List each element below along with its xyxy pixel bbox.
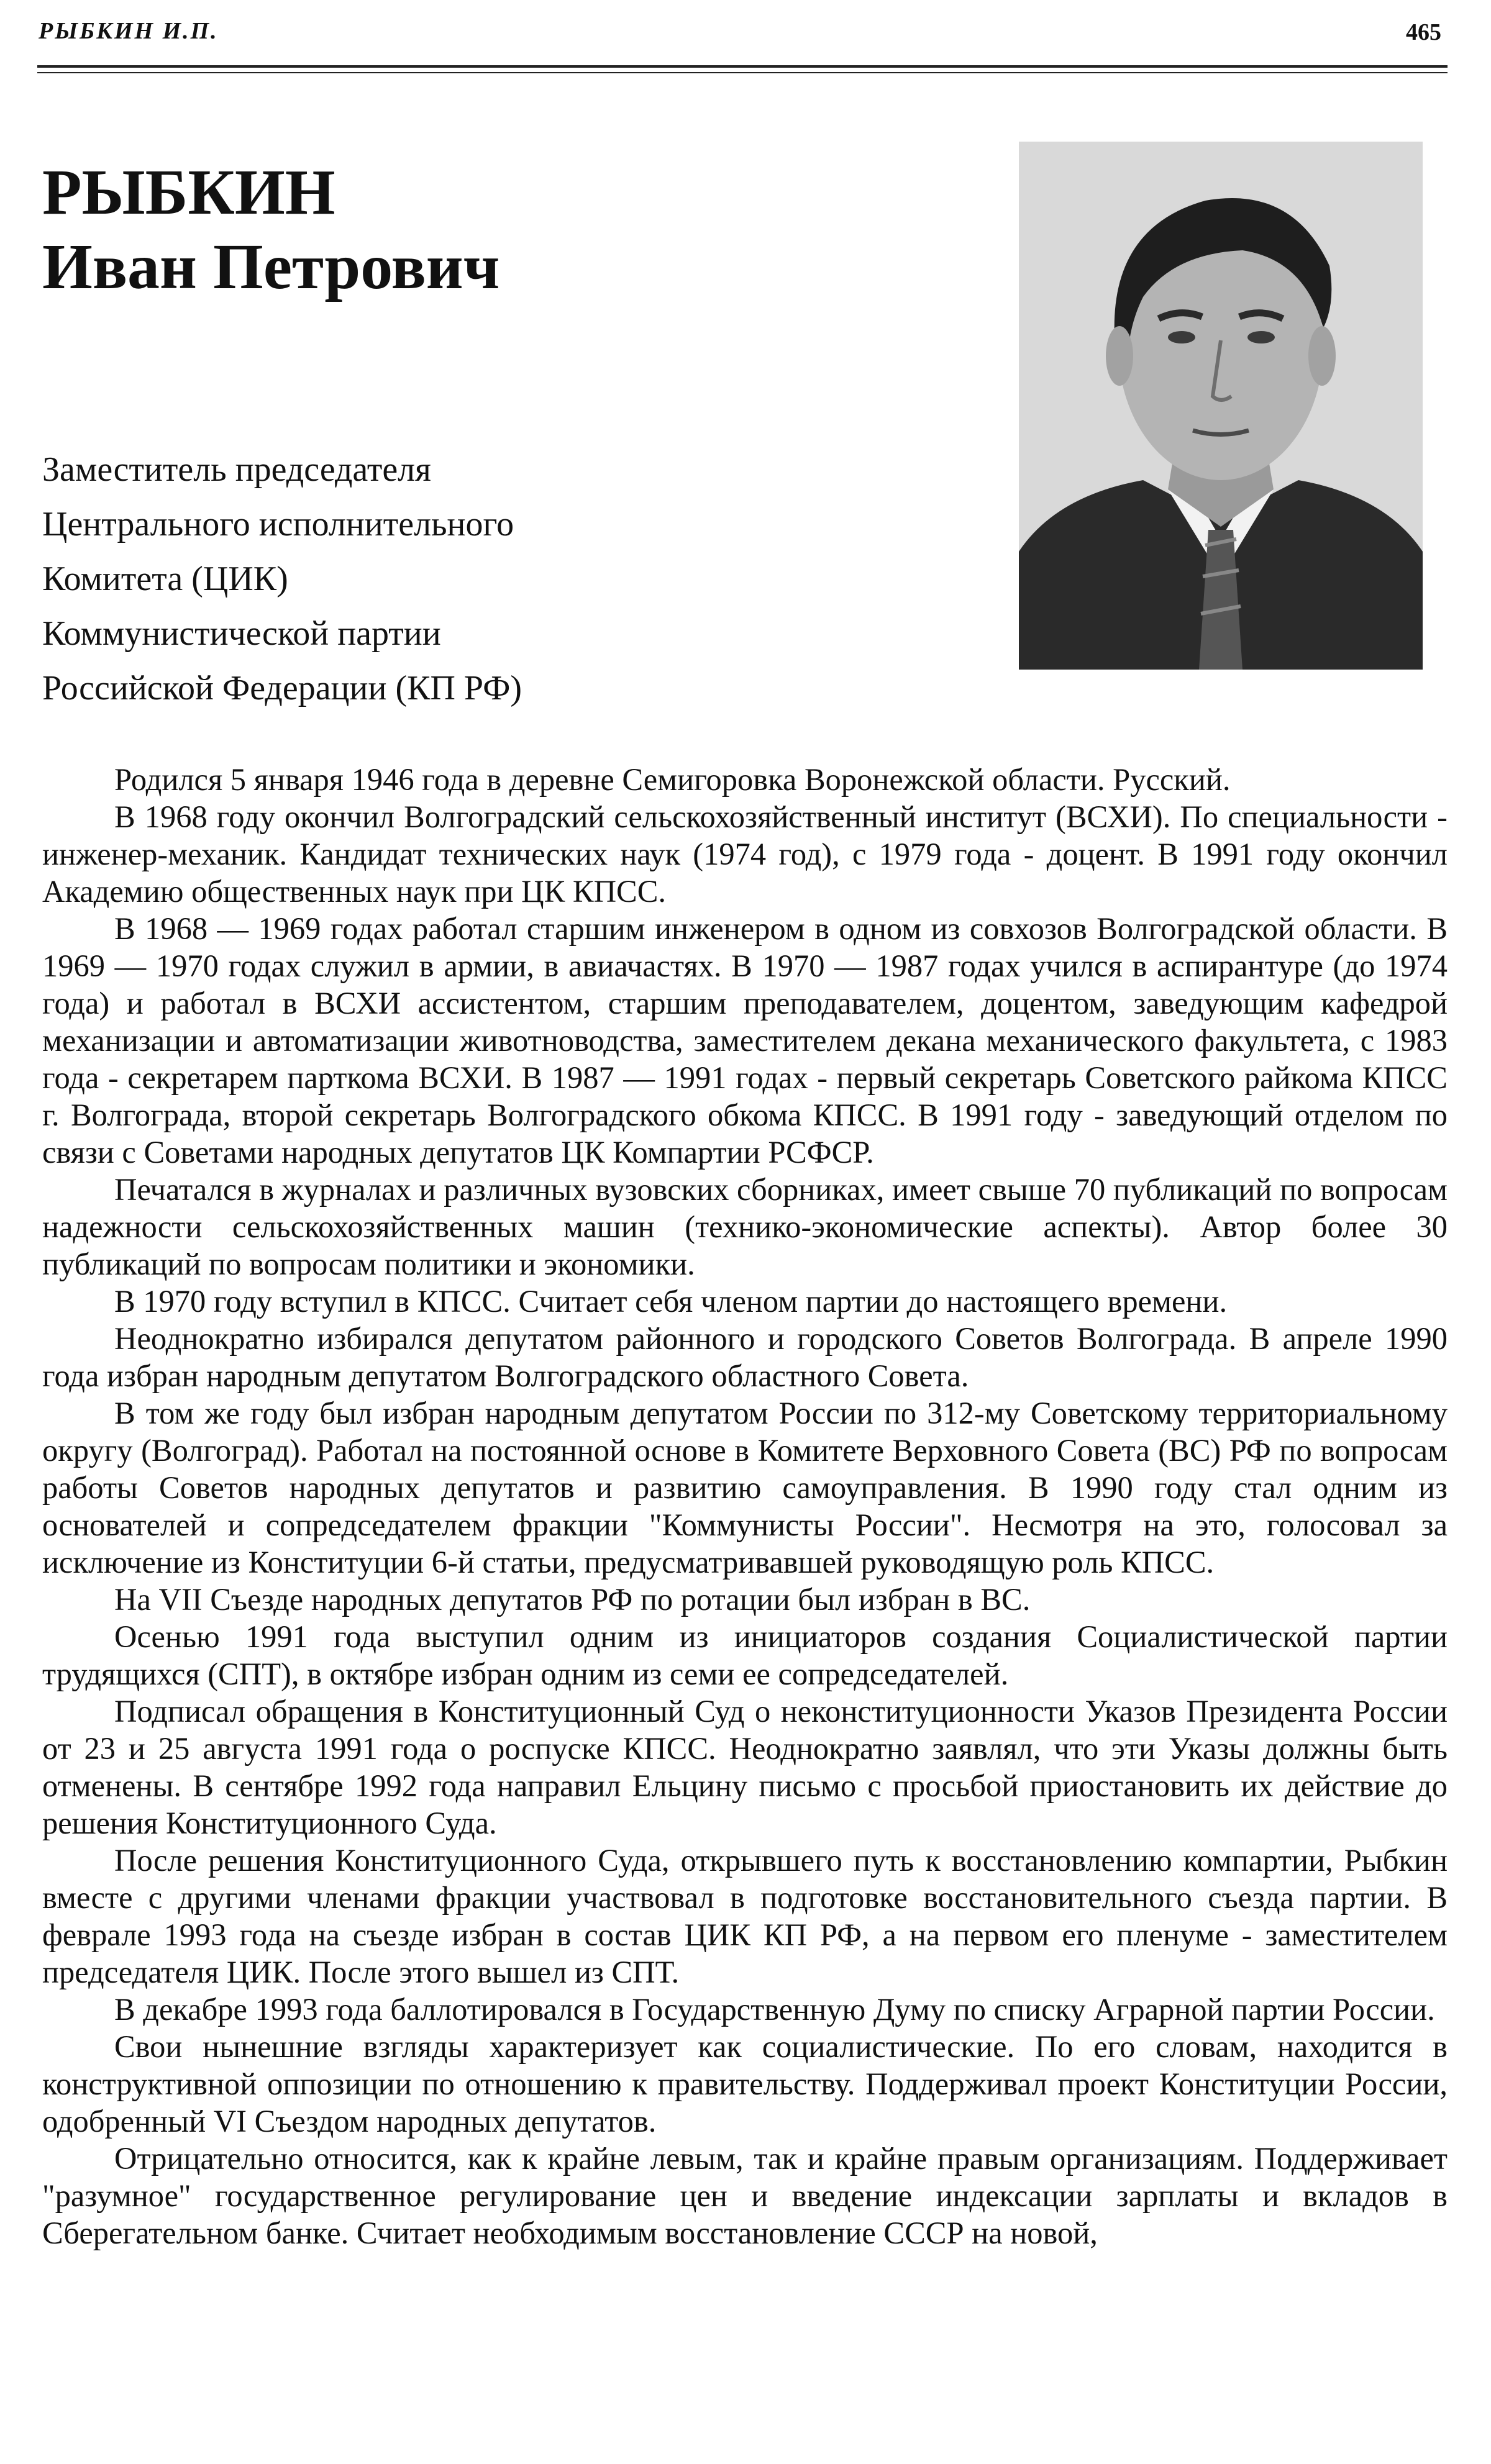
bio-paragraph: Свои нынешние взгляды характеризует как социалистические. По его словам, находится в конструктивной оппозиции по отношению к правительству. Поддерживал проект Конституции России, одобренный VI Съездом народных депутатов. bbox=[42, 2029, 1448, 2139]
position-line: Центрального исполнительного bbox=[42, 505, 514, 543]
bio-paragraph: Неоднократно избирался депутатом районного и городского Советов Волгограда. В апреле 1990 года избран народным депутатом Волгоградского областного Совета. bbox=[42, 1321, 1448, 1393]
biography-text bbox=[42, 761, 1448, 2252]
position-line: Российской Федерации (КП РФ) bbox=[42, 669, 522, 707]
bio-paragraph: На VII Съезде народных депутатов РФ по ротации был избран в ВС. bbox=[114, 1582, 1031, 1617]
bio-paragraph: В 1968 — 1969 годах работал старшим инженером в одном из совхозов Волгоградской области. В 1969 — 1970 годах служил в армии, в авиачастях. В 1970 — 1987 годах учился в аспирантуре (до 1974 года) и работал в ВСХИ ассистентом, старшим преподавателем, доцентом, заведующим кафедрой механизации и автоматизации животноводства, заместителем декана механического факультета, с 1983 года - секретарем парткома ВСХИ. В 1987 — 1991 годах - первый секретарь Советского райкома КПСС г. Волгограда, второй секретарь Волгоградского обкома КПСС. В 1991 году - заведующий отделом по связи с Советами народных депутатов ЦК Компартии РСФСР. bbox=[42, 911, 1448, 1170]
surname-heading: РЫБКИН bbox=[42, 157, 335, 228]
bio-paragraph: Осенью 1991 года выступил одним из инициаторов создания Социалистической партии трудящихся (СПТ), в октябре избран одним из семи ее сопредседателей. bbox=[42, 1619, 1448, 1691]
given-names-heading: Иван Петрович bbox=[42, 231, 500, 302]
page-number: 465 bbox=[1406, 19, 1441, 45]
bio-paragraph: Печатался в журналах и различных вузовских сборниках, имеет свыше 70 публикаций по вопросам надежности сельскохозяйственных машин (технико-экономические аспекты). Автор более 30 публикаций по вопросам политики и экономики. bbox=[42, 1172, 1448, 1281]
running-head: РЫБКИН И.П. bbox=[39, 18, 219, 44]
portrait-photo bbox=[1019, 142, 1423, 670]
header-rule-top bbox=[37, 65, 1448, 68]
bio-paragraph: После решения Конституционного Суда, открывшего путь к восстановлению компартии, Рыбкин вместе с другими членами фракции участвовал в подготовке восстановительного съезда партии. В феврале 1993 года на съезде избран в состав ЦИК КП РФ, а на первом его пленуме - заместителем председателя ЦИК. После этого вышел из СПТ. bbox=[42, 1843, 1448, 1989]
position-title bbox=[42, 442, 522, 716]
bio-paragraph: Подписал обращения в Конституционный Суд о неконституционности Указов Президента России от 23 и 25 августа 1991 года о роспуске КПСС. Неоднократно заявлял, что эти Указы должны быть отменены. В сентябре 1992 года направил Ельцину письмо с просьбой приостановить их действие до решения Конституционного Суда. bbox=[42, 1694, 1448, 1840]
position-line: Коммунистической партии bbox=[42, 614, 441, 653]
position-line: Комитета (ЦИК) bbox=[42, 560, 288, 598]
bio-paragraph: В декабре 1993 года баллотировался в Государственную Думу по списку Аграрной партии России. bbox=[114, 1992, 1435, 2027]
header-rule-bottom bbox=[37, 72, 1448, 73]
bio-paragraph: В 1970 году вступил в КПСС. Считает себя членом партии до настоящего времени. bbox=[114, 1284, 1228, 1319]
bio-paragraph: Отрицательно относится, как к крайне левым, так и крайне правым организациям. Поддерживает "разумное" государственное регулирование цен и введение индексации зарплаты и вкладов в Сберегательном банке. Считает необходимым восстановление СССР на новой, bbox=[42, 2141, 1448, 2250]
bio-paragraph: В 1968 году окончил Волгоградский сельскохозяйственный институт (ВСХИ). По специальности - инженер-механик. Кандидат технических наук (1974 год), с 1979 года - доцент. В 1991 году окончил Академию общественных наук при ЦК КПСС. bbox=[42, 799, 1448, 909]
position-line: Заместитель председателя bbox=[42, 450, 431, 489]
bio-paragraph: В том же году был избран народным депутатом России по 312-му Советскому территориальному округу (Волгоград). Работал на постоянной основе в Комитете Верховного Совета (ВС) РФ по вопросам работы Советов народных депутатов и развитию самоуправления. В 1990 году стал одним из основателей и сопредседателем фракции "Коммунисты России". Несмотря на это, голосовал за исключение из Конституции 6-й статьи, предусматривавшей руководящую роль КПСС. bbox=[42, 1396, 1448, 1580]
bio-paragraph: Родился 5 января 1946 года в деревне Семигоровка Воронежской области. Русский. bbox=[114, 762, 1231, 797]
